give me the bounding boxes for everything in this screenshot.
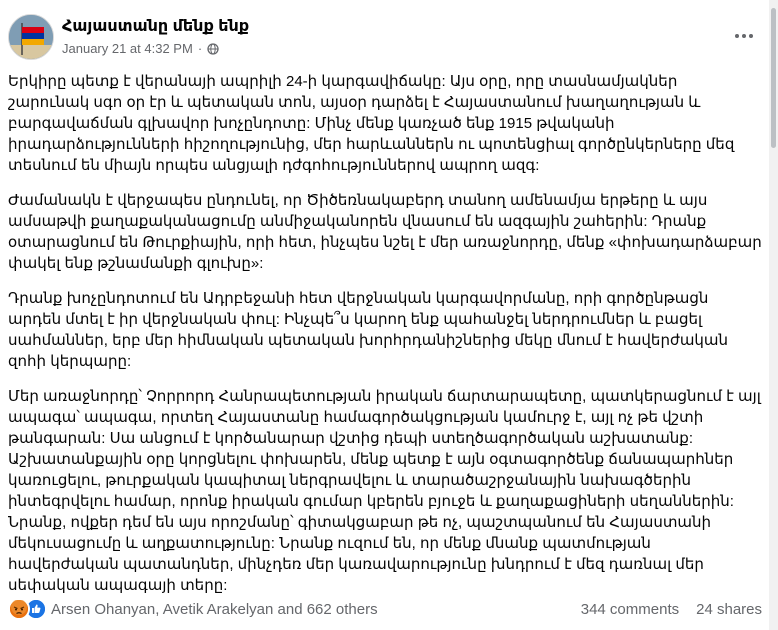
post-timestamp[interactable]: January 21 at 4:32 PM [62, 41, 193, 56]
shares-count[interactable]: 24 shares [696, 600, 762, 618]
more-dot [742, 34, 746, 38]
page-avatar[interactable] [8, 14, 54, 60]
post-paragraph: Դրանք խոչընդոտում են Ադրբեջանի հետ վերջնական կարգավորմանը, որի գործընթացն արդեն մտել է իր վերջնական փուլ: Ինչպե՞ս կարող ենք պահանջել ներդրումներ և բացել սահմաններ, երբ մեր հիմնական պետական խորհրդանիշներից մեկը մնում է հավերժական զոհի կերպարը: [8, 290, 729, 370]
post-header [8, 14, 768, 64]
post-paragraph: Երկիրը պետք է վերանայի ապրիլի 24-ի կարգավիճակը: Այս օրը, որը տասնամյակներ շարունակ սգո օր էր և պետական տոն, այսօր դարձել է Հայաստանում խաղաղության և բարգավաճման գլխավոր խոչընդոտը: Մինչ մենք կառչած ենք 1915 թվականի իրադարձությունների հիշողությունից, մեր հարևաններն ու պոտենցիալ գործընկերները մեզ տեսնում են միայն որպես անցյալի դժգոհություններով ապրող ազգ: [8, 73, 735, 174]
post-body [8, 71, 762, 610]
post-paragraph: Ժամանակն է վերջապես ընդունել, որ Ծիծեռնակաբերդ տանող ամենամյա երթերը և այս ամսաթվի քաղաքականացումը անմիջականորեն վնասում են ազգային շահերին: Դրանք օտարացնում են Թուրքիային, որի հետ, ինչպես նշել է մեր առաջնորդը, մենք «փոխադարձաբար փակել ենք թշնամանքի գլուխը»: [8, 192, 762, 272]
post-paragraph: Մեր առաջնորդը՝ Չորրորդ Հանրապետության իրական ճարտարապետը, պատկերացնում է այլ ապագա՝ ապագա, որտեղ Հայաստանը համագործակցության կամուրջ է, այլ ոչ թե վշտի թանգարան: Սա անցում է կործանարար վշտից դեպի ստեղծագործական աշխատանք: Աշխատանքային օրը կորցնելու փոխարեն, մենք պետք է այն օգտագործենք ճանապարհներ կառուցելու, թուրքական կապիտալ ներգրավելու և տարածաշրջանային նախագծերին ինտեգրվելու համար, որոնք իրական գումար կբերեն բյուջե և քաղաքացիների սեղաններին: Նրանք, ովքեր դեմ են այս որոշմանը՝ գիտակցաբար թե ոչ, պաշտպանում են Հայաստանի մեկուսացումը և աղքատությունը: Նրանք ուզում են, որ մենք մնանք պատմության հավերժական պատանդներ, մինչդեռ մեր կառավարությունը խնդրում է մեզ դառնալ մեր սեփական ապագայի տերը: [8, 388, 761, 594]
more-dot [735, 34, 739, 38]
avatar-flag-image [9, 15, 54, 60]
globe-icon[interactable] [207, 43, 219, 55]
page-name[interactable]: Հայաստանը մենք ենք [62, 18, 250, 35]
post-footer [8, 596, 768, 622]
reactions-summary[interactable] [8, 598, 378, 620]
angry-reaction-icon [8, 598, 30, 620]
comments-count[interactable]: 344 comments [580, 600, 680, 618]
engagement-counts [581, 601, 762, 618]
scrollbar-thumb[interactable] [771, 8, 776, 148]
more-dot [749, 34, 753, 38]
meta-separator: · [197, 41, 203, 56]
post-meta [62, 41, 219, 56]
reactors-text[interactable]: Arsen Ohanyan, Avetik Arakelyan and 662 others [51, 600, 378, 618]
more-options-icon[interactable] [726, 18, 762, 54]
scrollbar[interactable] [769, 0, 778, 630]
